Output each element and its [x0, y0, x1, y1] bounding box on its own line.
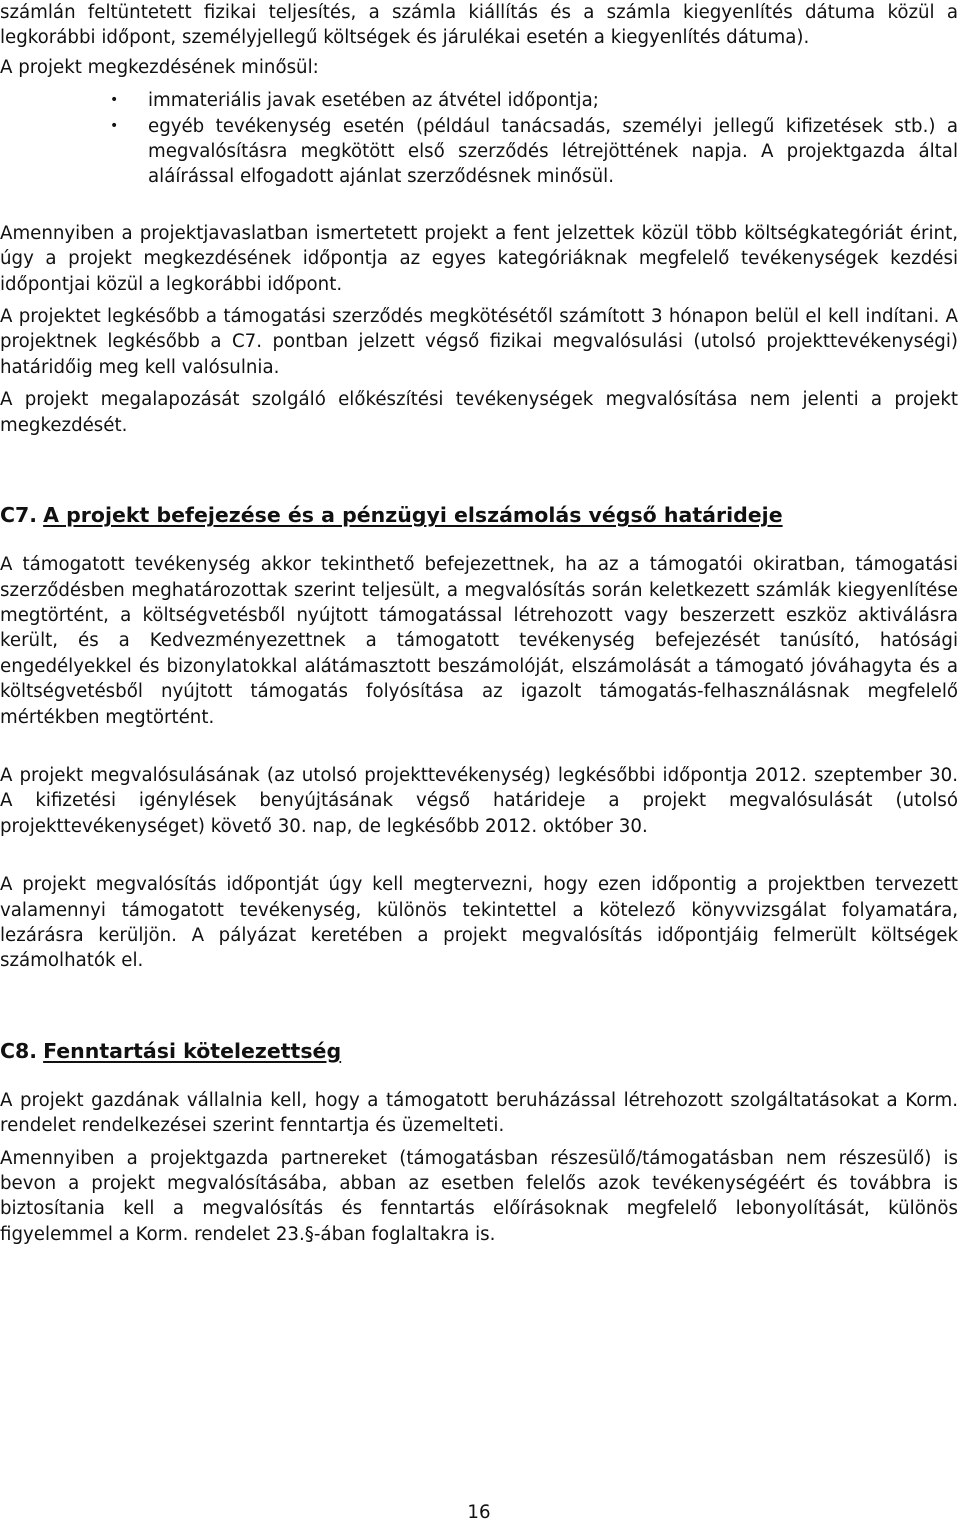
project-start-lead: A projekt megkezdésének minősül: [0, 56, 319, 78]
list-item-text: egyéb tevékenység esetén (például tanácsadás, személyi jellegű kifizetések stb.) a megvalósításra megkötött első szerződés létrejöttének napja. A projektgazda által aláírással elfogadott ajánlat szerződésnek minősül. [148, 115, 958, 188]
deadline-dates-paragraph: A projekt megvalósulásának (az utolsó projekttevékenység) legkésőbbi időpontja 2012. szeptember 30. A kifizetési igénylések benyújtásának végső határideje a projekt megvalósulását (utolsó projekttevékenységet) követő 30. nap, de legkésőbb 2012. október 30. [0, 764, 958, 837]
partners-paragraph: Amennyiben a projektgazda partnereket (támogatásban részesülő/támogatásban nem részesülő) is bevon a projekt megvalósításába, abban az esetben felelős azok tevékenységéért és továbbra is biztosítania kell a megvalósítás és fenntartás előírásoknak megfelelő lebonyolítását, különös figyelemmel a Korm. rendelet 23.§-ában foglaltakra is. [0, 1147, 958, 1245]
project-start-list [0, 88, 958, 190]
intro-continuation-paragraph: számlán feltüntetett fizikai teljesítés, a számla kiállítás és a számla kiegyenlítés dátuma közül a legkorábbi időpont, személyjellegű költségek és járulékai esetén a kiegyenlítés dátuma). [0, 2, 958, 49]
section-heading-c7 [0, 502, 958, 528]
bullet-icon: • [110, 117, 119, 134]
list-item [0, 114, 958, 190]
page-number: 16 [467, 1502, 491, 1523]
list-item-text: immateriális javak esetében az átvétel időpontja; [148, 90, 599, 112]
preparation-paragraph: A projekt megalapozását szolgáló előkészítési tevékenységek megvalósítása nem jelenti a projekt megkezdését. [0, 389, 958, 436]
project-launch-deadline-paragraph: A projektet legkésőbb a támogatási szerződés megkötésétől számított 3 hónapon belül el kell indítani. A projektnek legkésőbb a C7. pontban jelzett végső fizikai megvalósulási (utolsó projekttevékenységi) határidőig meg kell valósulnia. [0, 306, 958, 378]
planning-paragraph: A projekt megvalósítás időpontját úgy kell megtervezni, hogy ezen időpontig a projektben tervezett valamennyi támogatott tevékenység, különös tekintettel a kötelező könyvvizsgálat folyamatára, lezárásra kerüljön. A pályázat keretében a projekt megvalósítás időpontjáig felmerült költségek számolhatók el. [0, 874, 958, 972]
completion-definition-paragraph: A támogatott tevékenység akkor tekinthető befejezettnek, ha az a támogatói okiratban, támogatási szerződésben meghatározottak szerint teljesült, a megvalósítás során keletkezett számlák kiegyenlítése megtörtént, a költségvetésből nyújtott támogatással létrehozott vagy beszerzett eszköz aktiválásra került, és a Kedvezményezettnek a támogatott tevékenység befejezését tanúsító, hatósági engedélyekkel és bizonylatokkal alátámasztott beszámolóját, elszámolását a támogató jóváhagyta és a költségvetésből nyújtott támogatás folyósítása az igazolt támogatás-felhasználásnak megfelelő mértékben megtörtént. [0, 554, 958, 728]
section-title: Fenntartási kötelezettség [43, 1038, 342, 1063]
list-item [0, 88, 958, 113]
bullet-icon: • [110, 92, 119, 109]
section-number: C8. [0, 1038, 38, 1063]
section-number: C7. [0, 503, 38, 528]
section-title: A projekt befejezése és a pénzügyi elszámolás végső határideje [43, 503, 783, 528]
maintenance-obligation-paragraph: A projekt gazdának vállalnia kell, hogy a támogatott beruházással létrehozott szolgáltatásokat a Korm. rendelet rendelkezései szerint fenntartja és üzemelteti. [0, 1089, 958, 1137]
section-heading-c8 [0, 1038, 958, 1064]
multi-category-paragraph: Amennyiben a projektjavaslatban ismertetett projekt a fent jelzettek közül több költségkategóriát érint, úgy a projekt megkezdésének időpontja az egyes kategóriáknak megfelelő tevékenységek kezdési időpontjai közül a legkorábbi időpont. [0, 222, 958, 295]
